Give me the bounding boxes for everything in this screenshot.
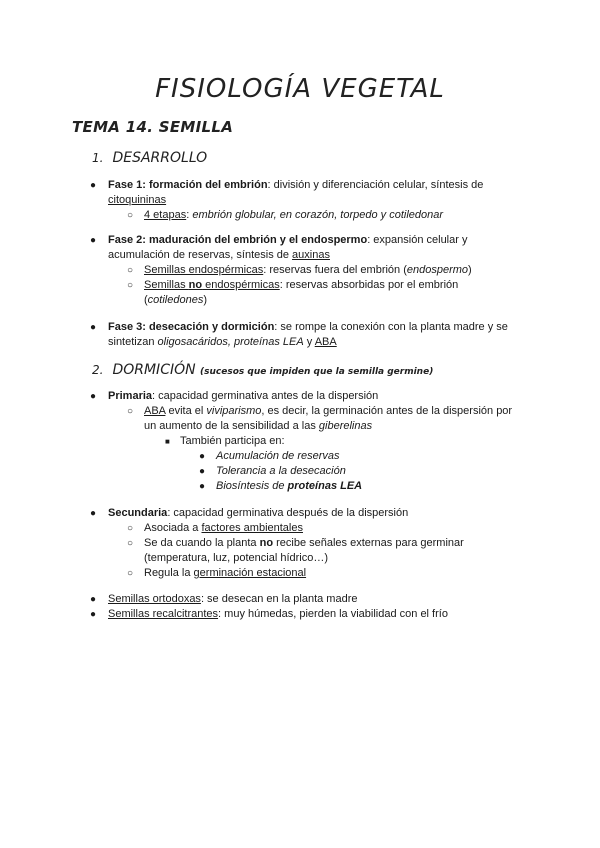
semillas-block [0,592,448,622]
reservas-item: Acumulación de reservas [216,450,340,462]
secundaria-label: Secundaria [108,507,168,519]
giberelinas-term: giberelinas [318,420,373,432]
endospermicas-text: : reservas fuera del embrión ( [263,264,407,276]
paren-open: ( [144,294,148,306]
aba-term: ABA [144,405,166,417]
asociada-text: Asociada a [144,522,202,534]
secundaria-block [0,506,464,581]
no-endo-label-c: endospérmicas [202,279,280,291]
bullet-marker: ● [199,451,206,462]
no-bold: no [259,537,274,549]
endospermo-term: endospermo [406,264,469,276]
no-endo-label-a: Semillas [144,279,189,291]
circle-marker: ○ [127,265,134,276]
list-item-continued [0,551,464,566]
section-heading-dormicion [92,362,433,378]
bullet-marker: ● [199,466,206,477]
desecacion-item: Tolerancia a la desecación [216,465,346,477]
proteinas-lea-term: proteínas LEA [287,480,363,492]
ortodoxas-text: : se desecan en la planta madre [200,593,358,605]
list-item [0,521,464,536]
bullet-marker: ● [90,322,97,333]
bullet-marker: ● [199,481,206,492]
list-item [0,592,448,607]
bullet-marker: ● [90,391,97,402]
section-number: 2. [92,363,104,377]
list-item-continued [0,248,472,263]
list-item [0,566,464,581]
list-item-continued [0,193,483,208]
primaria-text: : capacidad germinativa antes de la dispersión [152,390,379,402]
list-item [0,434,512,449]
factores-term: factores ambientales [201,522,303,534]
recalcitrantes-text: : muy húmedas, pierden la viabilidad con el frío [218,608,448,620]
endospermicas-label: Semillas endospérmicas [144,264,264,276]
list-item [0,607,448,622]
fase1-label: Fase 1: formación del embrión [108,179,268,191]
topic-heading: TEMA 14. SEMILLA [72,118,234,136]
list-item [0,178,483,193]
bullet-marker: ● [90,235,97,246]
primaria-block [0,389,512,494]
fase1-text: : división y diferenciación celular, síntesis de [267,179,484,191]
secundaria-text: : capacidad germinativa después de la dispersión [167,507,409,519]
senales-text: recibe señales externas para germinar [273,537,464,549]
list-item [0,263,472,278]
fase1-term: citoquininas [108,194,167,206]
fase3-label: Fase 3: desecación y dormición [108,321,275,333]
tambien-participa: También participa en: [180,435,285,447]
list-item-continued [0,335,508,350]
aba-text2: , es decir, la germinación antes de la dispersión por [261,405,513,417]
list-item [0,464,512,479]
fase3-term: ABA [314,336,337,348]
regula-text: Regula la [144,567,194,579]
bullet-marker: ● [90,180,97,191]
fase2-label: Fase 2: maduración del embrión y el endospermo [108,234,368,246]
circle-marker: ○ [127,523,134,534]
list-item-continued [0,293,472,308]
fase2-text2: acumulación de reservas, síntesis de [108,249,293,261]
list-item-continued [0,419,512,434]
fase3-text2: sintetizan [108,336,158,348]
se-da-text: Se da cuando la planta [144,537,260,549]
paren-close: ) [203,294,207,306]
bullet-marker: ● [90,594,97,605]
factores-list: (temperatura, luz, potencial hídrico…) [144,552,329,564]
list-item [0,404,512,419]
fase3-block [0,320,508,350]
fase1-block [0,178,483,223]
section-title: DESARROLLO [112,150,208,166]
fase3-text: : se rompe la conexión con la planta madre y se [274,321,508,333]
bullet-marker: ● [90,609,97,620]
viviparismo-term: viviparismo [206,405,262,417]
biosintesis-item: Biosíntesis de [216,480,288,492]
list-item [0,233,472,248]
section-subtitle: (sucesos que impiden que la semilla germine) [200,367,434,377]
list-item [0,479,512,494]
germinacion-term: germinación estacional [193,567,307,579]
etapas-sep: : [186,209,193,221]
square-marker: ■ [165,437,170,446]
aba-text1: evita el [165,405,207,417]
circle-marker: ○ [127,568,134,579]
etapas-label: 4 etapas [144,209,187,221]
section-number: 1. [92,151,104,165]
etapas-list: embrión globular, en corazón, torpedo y cotiledonar [192,209,444,221]
list-item [0,506,464,521]
list-item [0,449,512,464]
aba-text3: un aumento de la sensibilidad a las [144,420,319,432]
document-title: FISIOLOGÍA VEGETAL [155,74,445,104]
list-item [0,278,472,293]
fase2-text: : expansión celular y [367,234,468,246]
fase3-italic: oligosacáridos, proteínas LEA [157,336,304,348]
cotiledones-term: cotiledones [147,294,204,306]
no-endo-label-b: no [188,279,203,291]
list-item [0,320,508,335]
section-heading-desarrollo [92,150,207,166]
paren-close: ) [468,264,472,276]
fase2-block [0,233,472,308]
no-endo-text: : reservas absorbidas por el embrión [279,279,459,291]
recalcitrantes-label: Semillas recalcitrantes [108,608,219,620]
list-item [0,389,512,404]
circle-marker: ○ [127,210,134,221]
ortodoxas-label: Semillas ortodoxas [108,593,201,605]
list-item [0,208,483,223]
list-item [0,536,464,551]
circle-marker: ○ [127,280,134,291]
section-title: DORMICIÓN [112,362,196,378]
primaria-label: Primaria [108,390,153,402]
circle-marker: ○ [127,406,134,417]
bullet-marker: ● [90,508,97,519]
fase2-term: auxinas [292,249,330,261]
circle-marker: ○ [127,538,134,549]
fase3-and: y [303,336,315,348]
